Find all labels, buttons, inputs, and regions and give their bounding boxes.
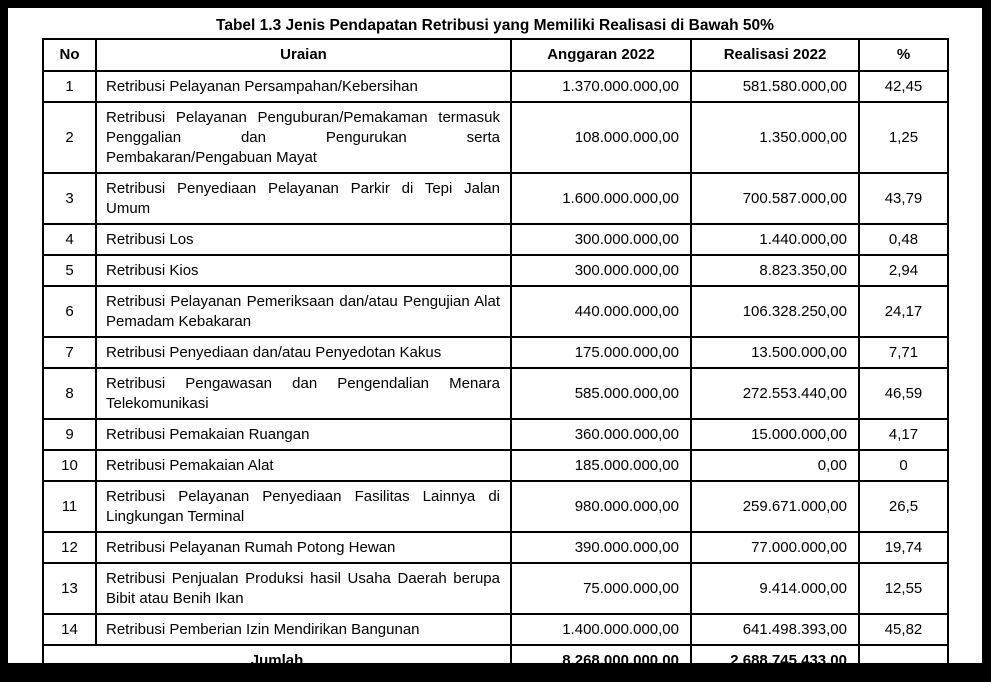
- cell-uraian: Retribusi Pemakaian Ruangan: [96, 419, 511, 450]
- cell-uraian: Retribusi Pemberian Izin Mendirikan Bangunan: [96, 614, 511, 645]
- table-row: [43, 173, 948, 224]
- cell-no: 10: [43, 450, 96, 481]
- table-row: [43, 368, 948, 419]
- cell-no: 7: [43, 337, 96, 368]
- cell-no: 13: [43, 563, 96, 614]
- table-row: [43, 481, 948, 532]
- total-realisasi-value: 2.688.745.433,00: [691, 645, 859, 676]
- cell-uraian: Retribusi Los: [96, 224, 511, 255]
- cell-anggaran: 1.600.000.000,00: [511, 173, 691, 224]
- cell-uraian: Retribusi Pelayanan Pemeriksaan dan/atau Pengujian Alat Pemadam Kebakaran: [96, 286, 511, 337]
- cell-realisasi: 8.823.350,00: [691, 255, 859, 286]
- header-row: [43, 39, 948, 71]
- cell-anggaran: 440.000.000,00: [511, 286, 691, 337]
- cell-anggaran: 390.000.000,00: [511, 532, 691, 563]
- column-header-anggaran: Anggaran 2022: [511, 39, 691, 71]
- cell-realisasi: 106.328.250,00: [691, 286, 859, 337]
- total-percent-value: [859, 645, 948, 676]
- cell-realisasi: 272.553.440,00: [691, 368, 859, 419]
- cell-anggaran: 980.000.000,00: [511, 481, 691, 532]
- cell-anggaran: 300.000.000,00: [511, 255, 691, 286]
- cell-anggaran: 185.000.000,00: [511, 450, 691, 481]
- cell-percent: 45,82: [859, 614, 948, 645]
- cell-percent: 0,48: [859, 224, 948, 255]
- cell-uraian: Retribusi Pelayanan Rumah Potong Hewan: [96, 532, 511, 563]
- column-header-percent: %: [859, 39, 948, 71]
- table-row: [43, 255, 948, 286]
- cell-no: 12: [43, 532, 96, 563]
- cell-anggaran: 108.000.000,00: [511, 102, 691, 173]
- cell-uraian: Retribusi Pelayanan Penyediaan Fasilitas Lainnya di Lingkungan Terminal: [96, 481, 511, 532]
- cell-no: 1: [43, 71, 96, 102]
- cell-no: 11: [43, 481, 96, 532]
- cell-uraian: Retribusi Pelayanan Penguburan/Pemakaman termasuk Penggalian dan Pengurukan serta Pembakaran/Pengabuan Mayat: [96, 102, 511, 173]
- cell-uraian: Retribusi Penjualan Produksi hasil Usaha Daerah berupa Bibit atau Benih Ikan: [96, 563, 511, 614]
- table-row: [43, 563, 948, 614]
- cell-percent: 42,45: [859, 71, 948, 102]
- cell-no: 14: [43, 614, 96, 645]
- cell-anggaran: 1.370.000.000,00: [511, 71, 691, 102]
- cell-percent: 1,25: [859, 102, 948, 173]
- total-anggaran-value: 8.268.000.000,00: [511, 645, 691, 676]
- cell-no: 5: [43, 255, 96, 286]
- cell-realisasi: 0,00: [691, 450, 859, 481]
- table-row: [43, 71, 948, 102]
- table-row: [43, 337, 948, 368]
- cell-realisasi: 641.498.393,00: [691, 614, 859, 645]
- total-label: Jumlah: [43, 645, 511, 676]
- table-row: [43, 532, 948, 563]
- cell-anggaran: 585.000.000,00: [511, 368, 691, 419]
- cell-anggaran: 360.000.000,00: [511, 419, 691, 450]
- cell-no: 4: [43, 224, 96, 255]
- cell-anggaran: 1.400.000.000,00: [511, 614, 691, 645]
- table-row: [43, 614, 948, 645]
- cell-realisasi: 259.671.000,00: [691, 481, 859, 532]
- cell-no: 9: [43, 419, 96, 450]
- column-header-no: No: [43, 39, 96, 71]
- cell-percent: 12,55: [859, 563, 948, 614]
- cell-uraian: Retribusi Pemakaian Alat: [96, 450, 511, 481]
- cell-realisasi: 13.500.000,00: [691, 337, 859, 368]
- cell-percent: 46,59: [859, 368, 948, 419]
- cell-no: 8: [43, 368, 96, 419]
- cell-percent: 19,74: [859, 532, 948, 563]
- cell-uraian: Retribusi Pelayanan Persampahan/Kebersihan: [96, 71, 511, 102]
- table-title: Tabel 1.3 Jenis Pendapatan Retribusi yang Memiliki Realisasi di Bawah 50%: [216, 17, 774, 34]
- cell-realisasi: 700.587.000,00: [691, 173, 859, 224]
- table-row: [43, 224, 948, 255]
- cell-percent: 0: [859, 450, 948, 481]
- cell-percent: 4,17: [859, 419, 948, 450]
- cell-uraian: Retribusi Penyediaan dan/atau Penyedotan Kakus: [96, 337, 511, 368]
- cell-anggaran: 300.000.000,00: [511, 224, 691, 255]
- cell-percent: 24,17: [859, 286, 948, 337]
- cell-no: 3: [43, 173, 96, 224]
- cell-realisasi: 77.000.000,00: [691, 532, 859, 563]
- cell-anggaran: 175.000.000,00: [511, 337, 691, 368]
- cell-percent: 2,94: [859, 255, 948, 286]
- cell-realisasi: 581.580.000,00: [691, 71, 859, 102]
- cell-percent: 43,79: [859, 173, 948, 224]
- column-header-realisasi: Realisasi 2022: [691, 39, 859, 71]
- cell-realisasi: 1.440.000,00: [691, 224, 859, 255]
- cell-percent: 7,71: [859, 337, 948, 368]
- cell-no: 6: [43, 286, 96, 337]
- cell-anggaran: 75.000.000,00: [511, 563, 691, 614]
- cell-uraian: Retribusi Pengawasan dan Pengendalian Menara Telekomunikasi: [96, 368, 511, 419]
- table-body: [43, 71, 948, 645]
- retribusi-table: [42, 38, 949, 677]
- cell-realisasi: 1.350.000,00: [691, 102, 859, 173]
- cell-uraian: Retribusi Penyediaan Pelayanan Parkir di Tepi Jalan Umum: [96, 173, 511, 224]
- total-row: [43, 645, 948, 676]
- cell-percent: 26,5: [859, 481, 948, 532]
- table-row: [43, 286, 948, 337]
- cell-realisasi: 9.414.000,00: [691, 563, 859, 614]
- cell-realisasi: 15.000.000,00: [691, 419, 859, 450]
- document-page: [8, 8, 982, 669]
- table-row: [43, 450, 948, 481]
- table-row: [43, 102, 948, 173]
- cell-uraian: Retribusi Kios: [96, 255, 511, 286]
- cell-no: 2: [43, 102, 96, 173]
- table-row: [43, 419, 948, 450]
- column-header-uraian: Uraian: [96, 39, 511, 71]
